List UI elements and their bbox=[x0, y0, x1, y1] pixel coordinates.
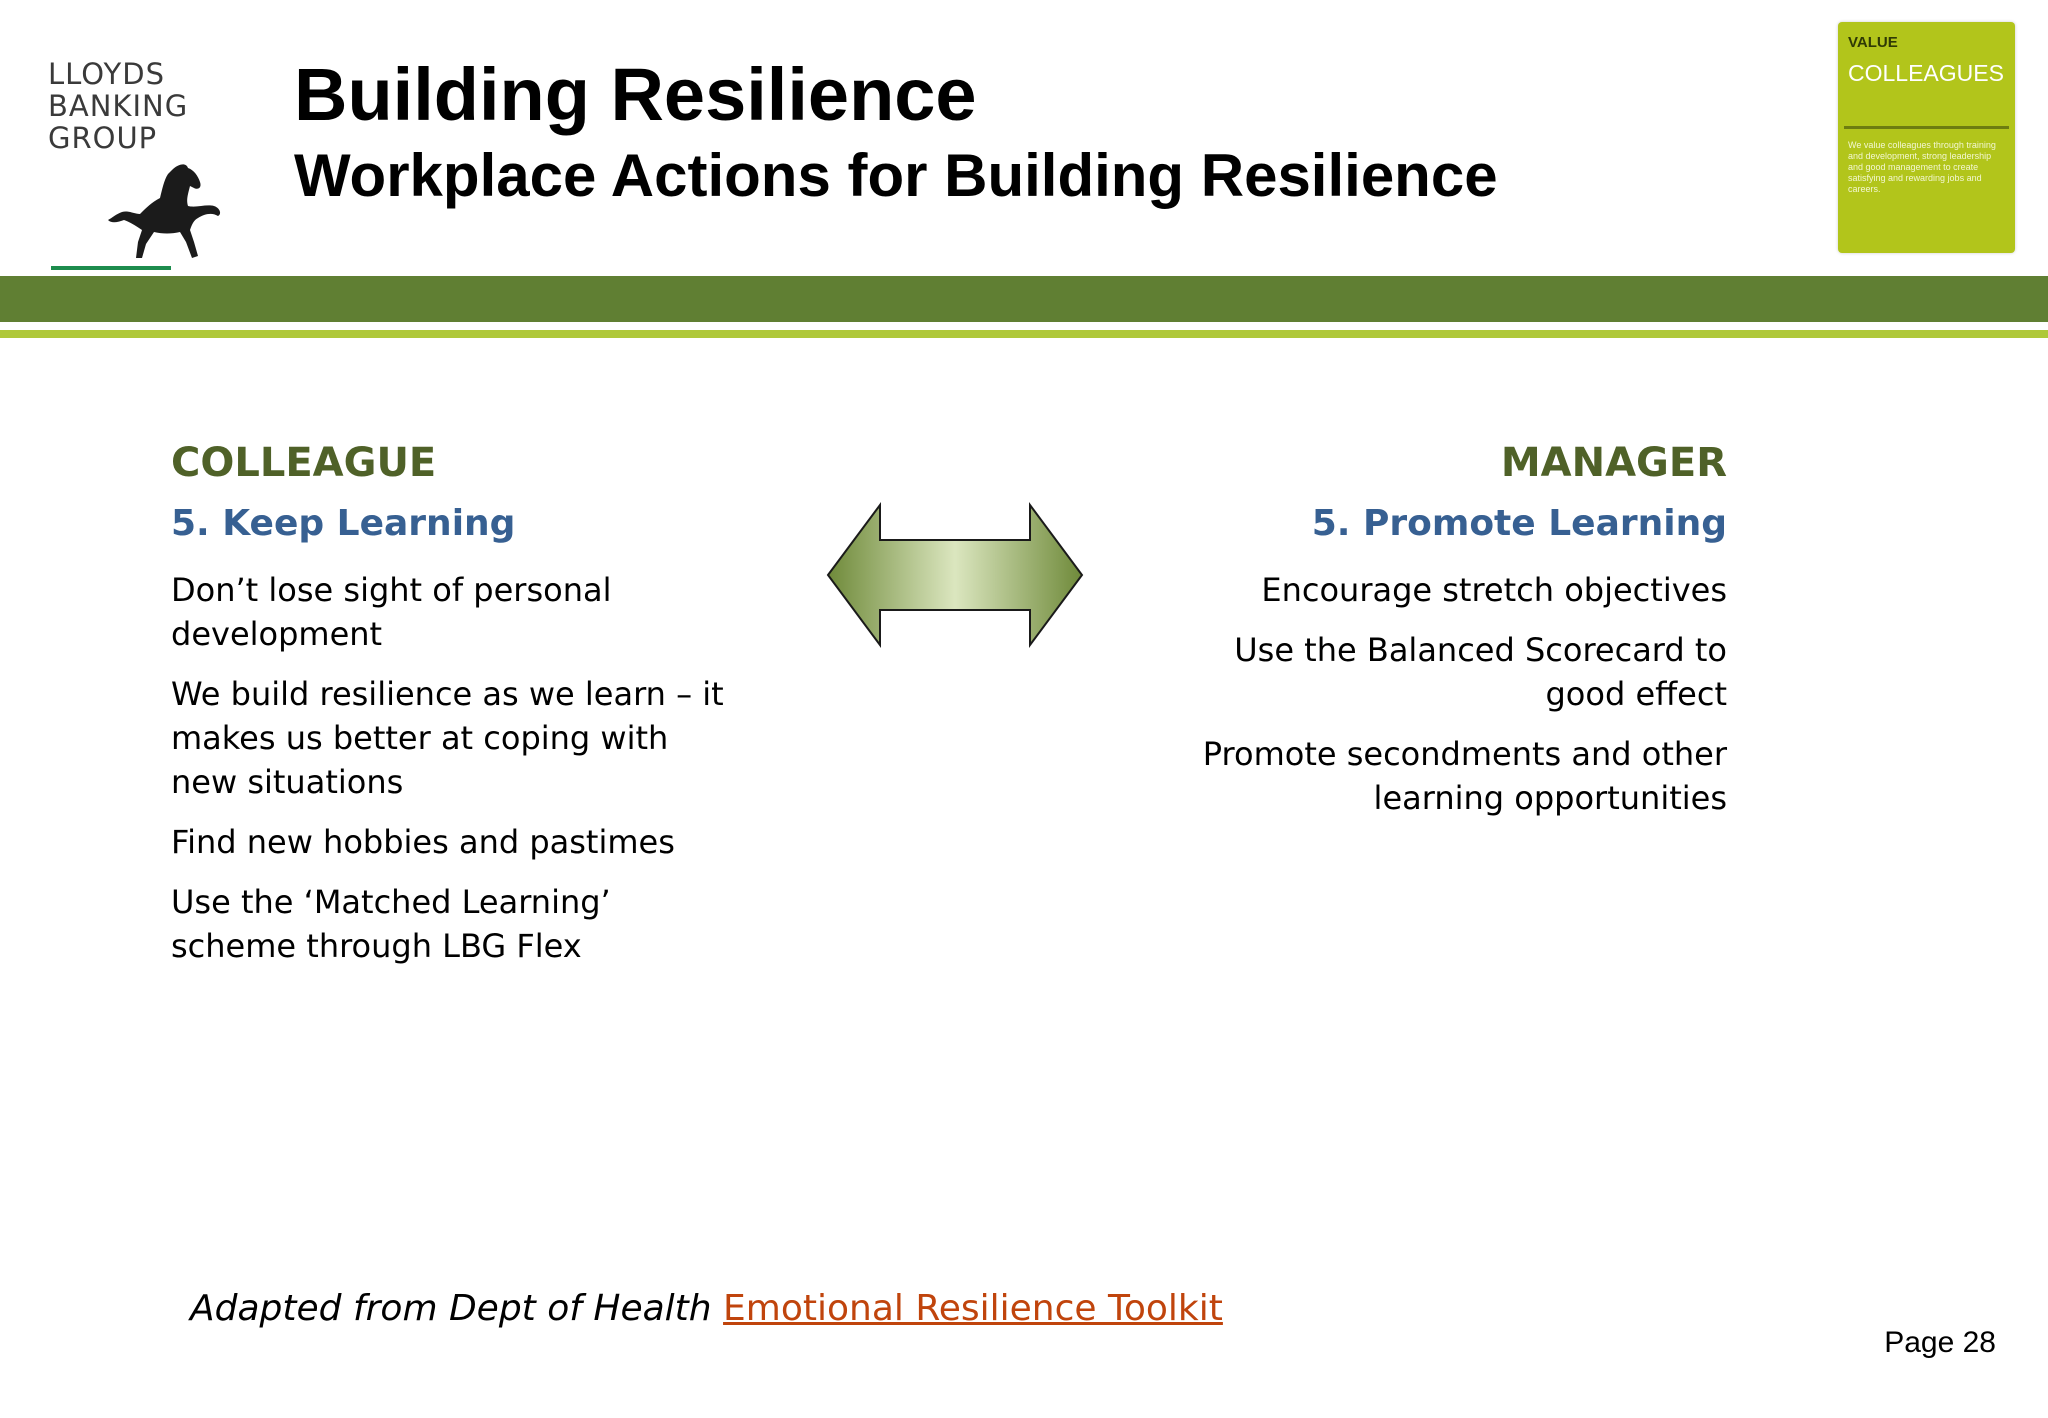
logo-line-3: GROUP bbox=[48, 121, 158, 155]
page-title: Building Resilience bbox=[294, 53, 977, 136]
logo-underline bbox=[51, 266, 171, 270]
manager-list bbox=[1167, 568, 1727, 836]
value-card-divider bbox=[1844, 126, 2009, 129]
black-horse-icon bbox=[102, 158, 232, 270]
header-band-dark bbox=[0, 276, 2048, 322]
source-note bbox=[190, 1288, 1223, 1329]
colleague-item: Use the ‘Matched Learning’ scheme through LBG Flex bbox=[171, 883, 611, 965]
value-card-heading: COLLEAGUES bbox=[1848, 60, 2004, 86]
manager-item: Encourage stretch objectives bbox=[1261, 571, 1727, 609]
emotional-resilience-toolkit-link[interactable]: Emotional Resilience Toolkit bbox=[723, 1288, 1223, 1329]
logo-line-1: LLOYDS bbox=[48, 57, 165, 91]
value-card-description: We value colleagues through training and development, strong leadership and good management to create satisfying and rewarding jobs and careers. bbox=[1848, 140, 1996, 194]
colleague-item: Find new hobbies and pastimes bbox=[171, 823, 675, 861]
manager-item: Promote secondments and other learning opportunities bbox=[1202, 735, 1727, 817]
source-note-prefix: Adapted from Dept of Health bbox=[190, 1288, 724, 1329]
colleague-item: We build resilience as we learn – it makes us better at coping with new situations bbox=[171, 675, 724, 801]
page-number: Page 28 bbox=[1884, 1326, 1996, 1359]
colleague-heading: COLLEAGUE bbox=[171, 440, 437, 486]
value-card-label: VALUE bbox=[1848, 34, 1898, 51]
manager-item: Use the Balanced Scorecard to good effect bbox=[1234, 631, 1727, 713]
value-colleagues-card bbox=[1838, 22, 2015, 253]
lloyds-banking-group-logo bbox=[48, 58, 258, 278]
logo-line-2: BANKING bbox=[48, 89, 189, 123]
manager-heading: MANAGER bbox=[1500, 440, 1727, 486]
double-arrow-icon bbox=[826, 502, 1084, 648]
logo-wordmark bbox=[48, 58, 188, 154]
header-band-light bbox=[0, 330, 2048, 338]
manager-subheading: 5. Promote Learning bbox=[1311, 503, 1727, 544]
colleague-subheading: 5. Keep Learning bbox=[171, 503, 516, 544]
colleague-list bbox=[171, 568, 731, 984]
colleague-item: Don’t lose sight of personal development bbox=[171, 571, 612, 653]
page-subtitle: Workplace Actions for Building Resilience bbox=[294, 142, 1498, 209]
